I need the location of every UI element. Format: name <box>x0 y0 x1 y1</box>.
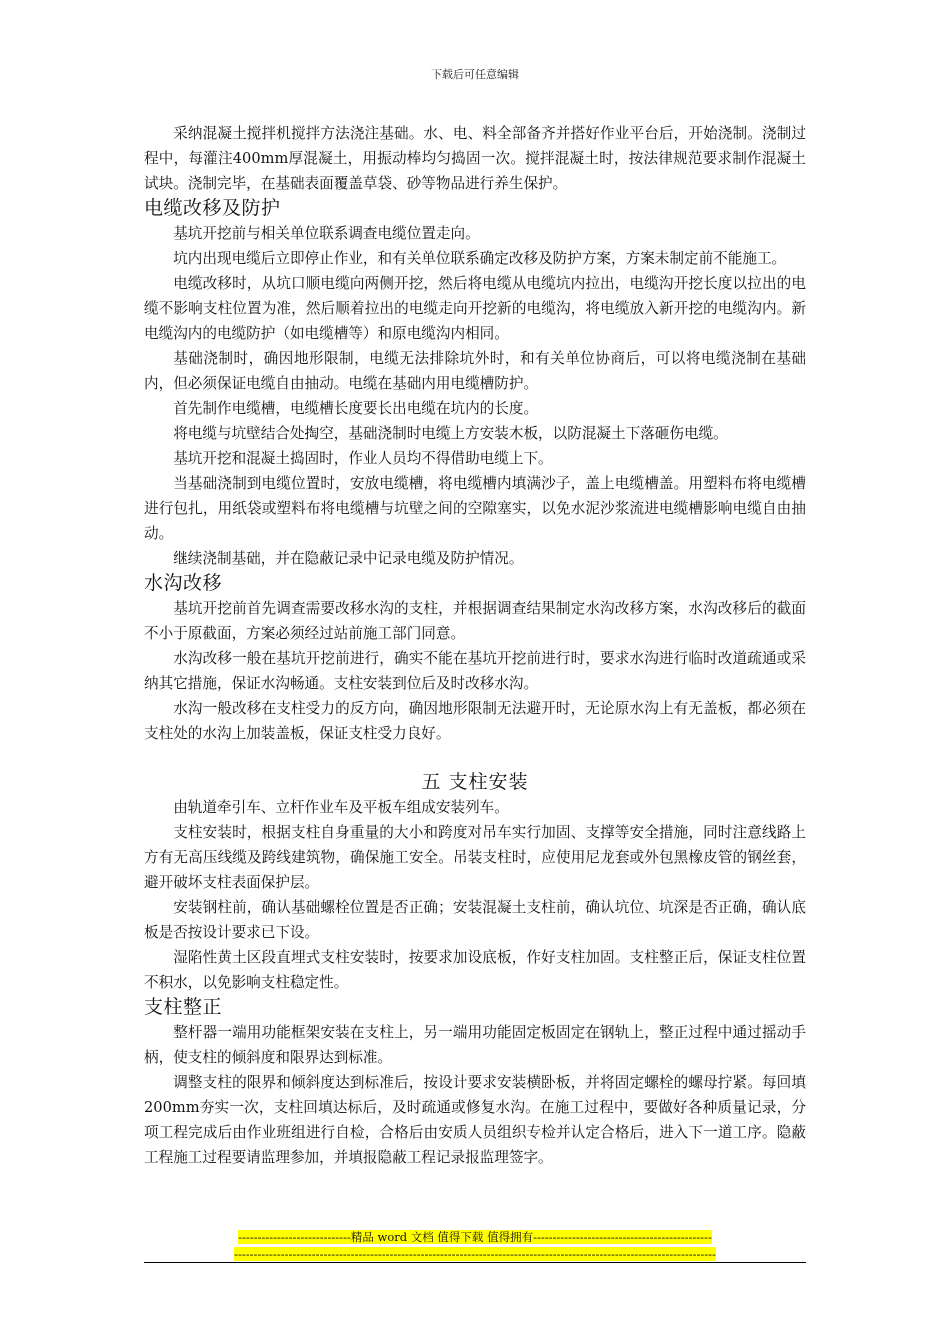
body-paragraph: 首先制作电缆槽，电缆槽长度要长出电缆在坑内的长度。 <box>173 400 539 417</box>
body-paragraph: 湿陷性黄土区段直埋式支柱安装时，按要求加设底板，作好支柱加固。支柱整正后，保证支柱位置不积水，以免影响支柱稳定性。 <box>144 949 806 991</box>
chapter-heading: 五 支柱安装 <box>421 771 529 793</box>
section-heading: 水沟改移 <box>144 572 223 594</box>
body-paragraph: 坑内出现电缆后立即停止作业，和有关单位联系确定改移及防护方案，方案未制定前不能施工。 <box>173 250 787 267</box>
footer-rule <box>144 1262 806 1263</box>
footer-banner-line2: ---------------------------------------------------------------------------------------------------------------------------- <box>234 1247 716 1261</box>
body-paragraph: 继续浇制基础，并在隐蔽记录中记录电缆及防护情况。 <box>173 550 524 567</box>
body-paragraph: 基坑开挖前首先调查需要改移水沟的支柱，并根据调查结果制定水沟改移方案，水沟改移后的截面不小于原截面，方案必须经过站前施工部门同意。 <box>144 600 806 642</box>
body-paragraph: 整杆器一端用功能框架安装在支柱上，另一端用功能固定板固定在钢轨上，整正过程中通过摇动手柄，使支柱的倾斜度和限界达到标准。 <box>144 1024 806 1066</box>
page-footer <box>144 1229 806 1262</box>
body-paragraph: 由轨道牵引车、立杆作业车及平板车组成安装列车。 <box>173 799 509 816</box>
body-paragraph: 基础浇制时，确因地形限制，电缆无法排除坑外时，和有关单位协商后，可以将电缆浇制在基础内，但必须保证电缆自由抽动。电缆在基础内用电缆槽防护。 <box>144 350 806 392</box>
body-paragraph: 基坑开挖前与相关单位联系调查电缆位置走向。 <box>173 225 480 242</box>
section-spacer <box>144 746 806 770</box>
body-paragraph: 水沟一般改移在支柱受力的反方向，确因地形限制无法避开时，无论原水沟上有无盖板，都必须在支柱处的水沟上加装盖板，保证支柱受力良好。 <box>144 700 806 742</box>
body-paragraph: 调整支柱的限界和倾斜度达到标准后，按设计要求安装横卧板，并将固定螺栓的螺母拧紧。每回填200mm夯实一次，支柱回填达标后，及时疏通或修复水沟。在施工过程中，要做好各种质量记录，分项工程完成后由作业班组进行自检，合格后由安质人员组织专检并认定合格后，进入下一道工序。隐蔽工程施工过程要请监理参加，并填报隐蔽工程记录报监理签字。 <box>144 1074 806 1166</box>
body-paragraph: 支柱安装时，根据支柱自身重量的大小和跨度对吊车实行加固、支撑等安全措施，同时注意线路上方有无高压线缆及跨线建筑物，确保施工安全。吊装支柱时，应使用尼龙套或外包黑橡皮管的钢丝套，避开破坏支柱表面保护层。 <box>144 824 806 891</box>
section-heading: 电缆改移及防护 <box>144 197 281 219</box>
body-paragraph: 采纳混凝土搅拌机搅拌方法浇注基础。水、电、料全部备齐并搭好作业平台后，开始浇制。浇制过程中，每灌注400mm厚混凝土，用振动棒均匀捣固一次。搅拌混凝土时，按法律规范要求制作混凝土试块。浇制完毕，在基础表面覆盖草袋、砂等物品进行养生保护。 <box>144 125 806 192</box>
body-paragraph: 安装钢柱前，确认基础螺栓位置是否正确；安装混凝土支柱前，确认坑位、坑深是否正确，确认底板是否按设计要求已下设。 <box>144 899 806 941</box>
body-paragraph: 水沟改移一般在基坑开挖前进行，确实不能在基坑开挖前进行时，要求水沟进行临时改道疏通或采纳其它措施，保证水沟畅通。支柱安装到位后及时改移水沟。 <box>144 650 806 692</box>
section-heading: 支柱整正 <box>144 996 223 1018</box>
body-paragraph: 当基础浇制到电缆位置时，安放电缆槽，将电缆槽内填满沙子，盖上电缆槽盖。用塑料布将电缆槽进行包扎，用纸袋或塑料布将电缆槽与坑壁之间的空隙塞实，以免水泥沙浆流进电缆槽影响电缆自由抽动。 <box>144 475 806 542</box>
body-paragraph: 电缆改移时，从坑口顺电缆向两侧开挖，然后将电缆从电缆坑内拉出，电缆沟开挖长度以拉出的电缆不影响支柱位置为准，然后顺着拉出的电缆走向开挖新的电缆沟，将电缆放入新开挖的电缆沟内。新电缆沟内的电缆防护（如电缆槽等）和原电缆沟内相同。 <box>144 275 806 342</box>
document-body <box>144 121 806 1170</box>
body-paragraph: 将电缆与坑壁结合处掏空，基础浇制时电缆上方安装木板，以防混凝土下落砸伤电缆。 <box>173 425 728 442</box>
body-paragraph: 基坑开挖和混凝土捣固时，作业人员均不得借助电缆上下。 <box>173 450 553 467</box>
footer-banner-line1: -----------------------------精品 word 文档 值得下载 值得拥有---------------------------------------------- <box>238 1230 712 1244</box>
page-header: 下载后可任意编辑 <box>431 68 519 81</box>
